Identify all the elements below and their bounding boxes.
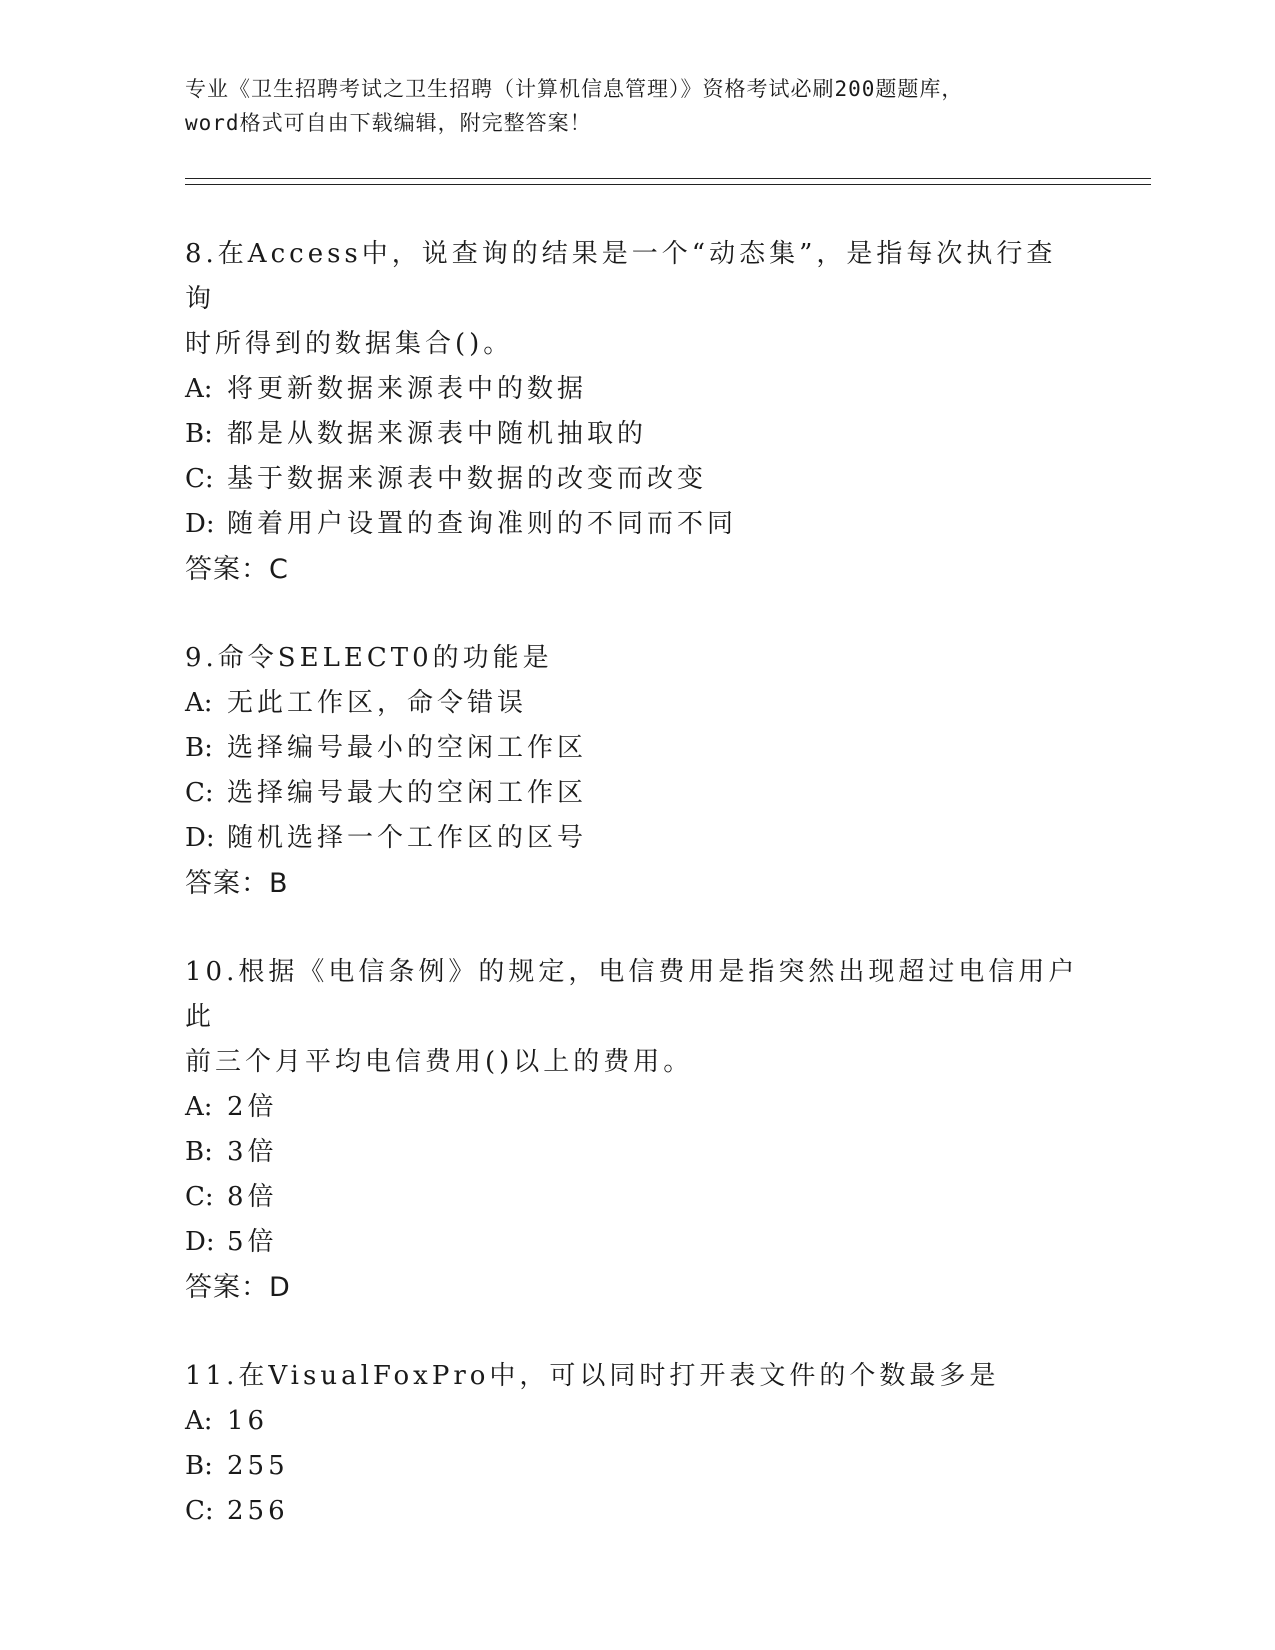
option-letter: B:	[185, 419, 213, 449]
question-stem: 8.在Access中，说查询的结果是一个“动态集”，是指每次执行查询	[185, 239, 1057, 314]
option-letter: B:	[185, 1137, 213, 1167]
option-text: 5倍	[227, 1227, 278, 1257]
option-text: 选择编号最小的空闲工作区	[227, 733, 588, 763]
option-text: 随着用户设置的查询准则的不同而不同	[227, 509, 738, 539]
option-a	[185, 681, 1085, 726]
option-letter: B:	[185, 1451, 213, 1481]
question-8	[185, 232, 1085, 592]
answer-label: 答案：B	[185, 868, 289, 899]
header-line-1: 专业《卫生招聘考试之卫生招聘（计算机信息管理）》资格考试必刷200题题库，	[185, 77, 964, 101]
option-c	[185, 1489, 1085, 1534]
question-9	[185, 636, 1085, 906]
option-letter: D:	[185, 509, 215, 539]
question-10	[185, 950, 1085, 1310]
option-text: 16	[227, 1406, 269, 1436]
option-letter: A:	[185, 1406, 213, 1436]
question-11	[185, 1354, 1085, 1534]
option-a	[185, 1085, 1085, 1130]
option-b	[185, 412, 1085, 457]
option-text: 将更新数据来源表中的数据	[227, 374, 588, 404]
option-b	[185, 1130, 1085, 1175]
option-d	[185, 1220, 1085, 1265]
document-header	[185, 72, 1085, 140]
option-c	[185, 1175, 1085, 1220]
option-letter: C:	[185, 778, 214, 808]
question-stem: 10.根据《电信条例》的规定，电信费用是指突然出现超过电信用户此	[185, 957, 1079, 1032]
answer-label: 答案：D	[185, 1272, 291, 1303]
question-stem: 9.命令SELECT0的功能是	[185, 643, 553, 673]
option-text: 256	[227, 1496, 289, 1526]
option-letter: A:	[185, 374, 213, 404]
question-stem-continued: 前三个月平均电信费用()以上的费用。	[185, 1047, 694, 1077]
option-d	[185, 502, 1085, 547]
option-b	[185, 1444, 1085, 1489]
option-text: 随机选择一个工作区的区号	[227, 823, 588, 853]
option-a	[185, 367, 1085, 412]
option-c	[185, 771, 1085, 816]
question-stem: 11.在VisualFoxPro中，可以同时打开表文件的个数最多是	[185, 1361, 1000, 1391]
option-d	[185, 816, 1085, 861]
option-letter: A:	[185, 688, 213, 718]
option-letter: D:	[185, 823, 215, 853]
option-letter: C:	[185, 1496, 214, 1526]
option-a	[185, 1399, 1085, 1444]
header-divider-bottom	[185, 184, 1151, 185]
option-text: 基于数据来源表中数据的改变而改变	[227, 464, 708, 494]
header-line-2: word格式可自由下载编辑，附完整答案！	[185, 111, 592, 135]
option-text: 3倍	[227, 1137, 278, 1167]
option-text: 选择编号最大的空闲工作区	[227, 778, 588, 808]
question-list	[185, 232, 1085, 1578]
answer-label: 答案：C	[185, 554, 289, 585]
option-letter: D:	[185, 1227, 215, 1257]
question-stem-continued: 时所得到的数据集合()。	[185, 329, 514, 359]
option-letter: A:	[185, 1092, 213, 1122]
option-text: 都是从数据来源表中随机抽取的	[227, 419, 648, 449]
header-divider-top	[185, 178, 1151, 179]
option-text: 255	[227, 1451, 289, 1481]
option-text: 无此工作区，命令错误	[227, 688, 528, 718]
option-letter: C:	[185, 464, 214, 494]
option-c	[185, 457, 1085, 502]
option-letter: B:	[185, 733, 213, 763]
option-letter: C:	[185, 1182, 214, 1212]
option-b	[185, 726, 1085, 771]
option-text: 2倍	[227, 1092, 278, 1122]
option-text: 8倍	[227, 1182, 278, 1212]
